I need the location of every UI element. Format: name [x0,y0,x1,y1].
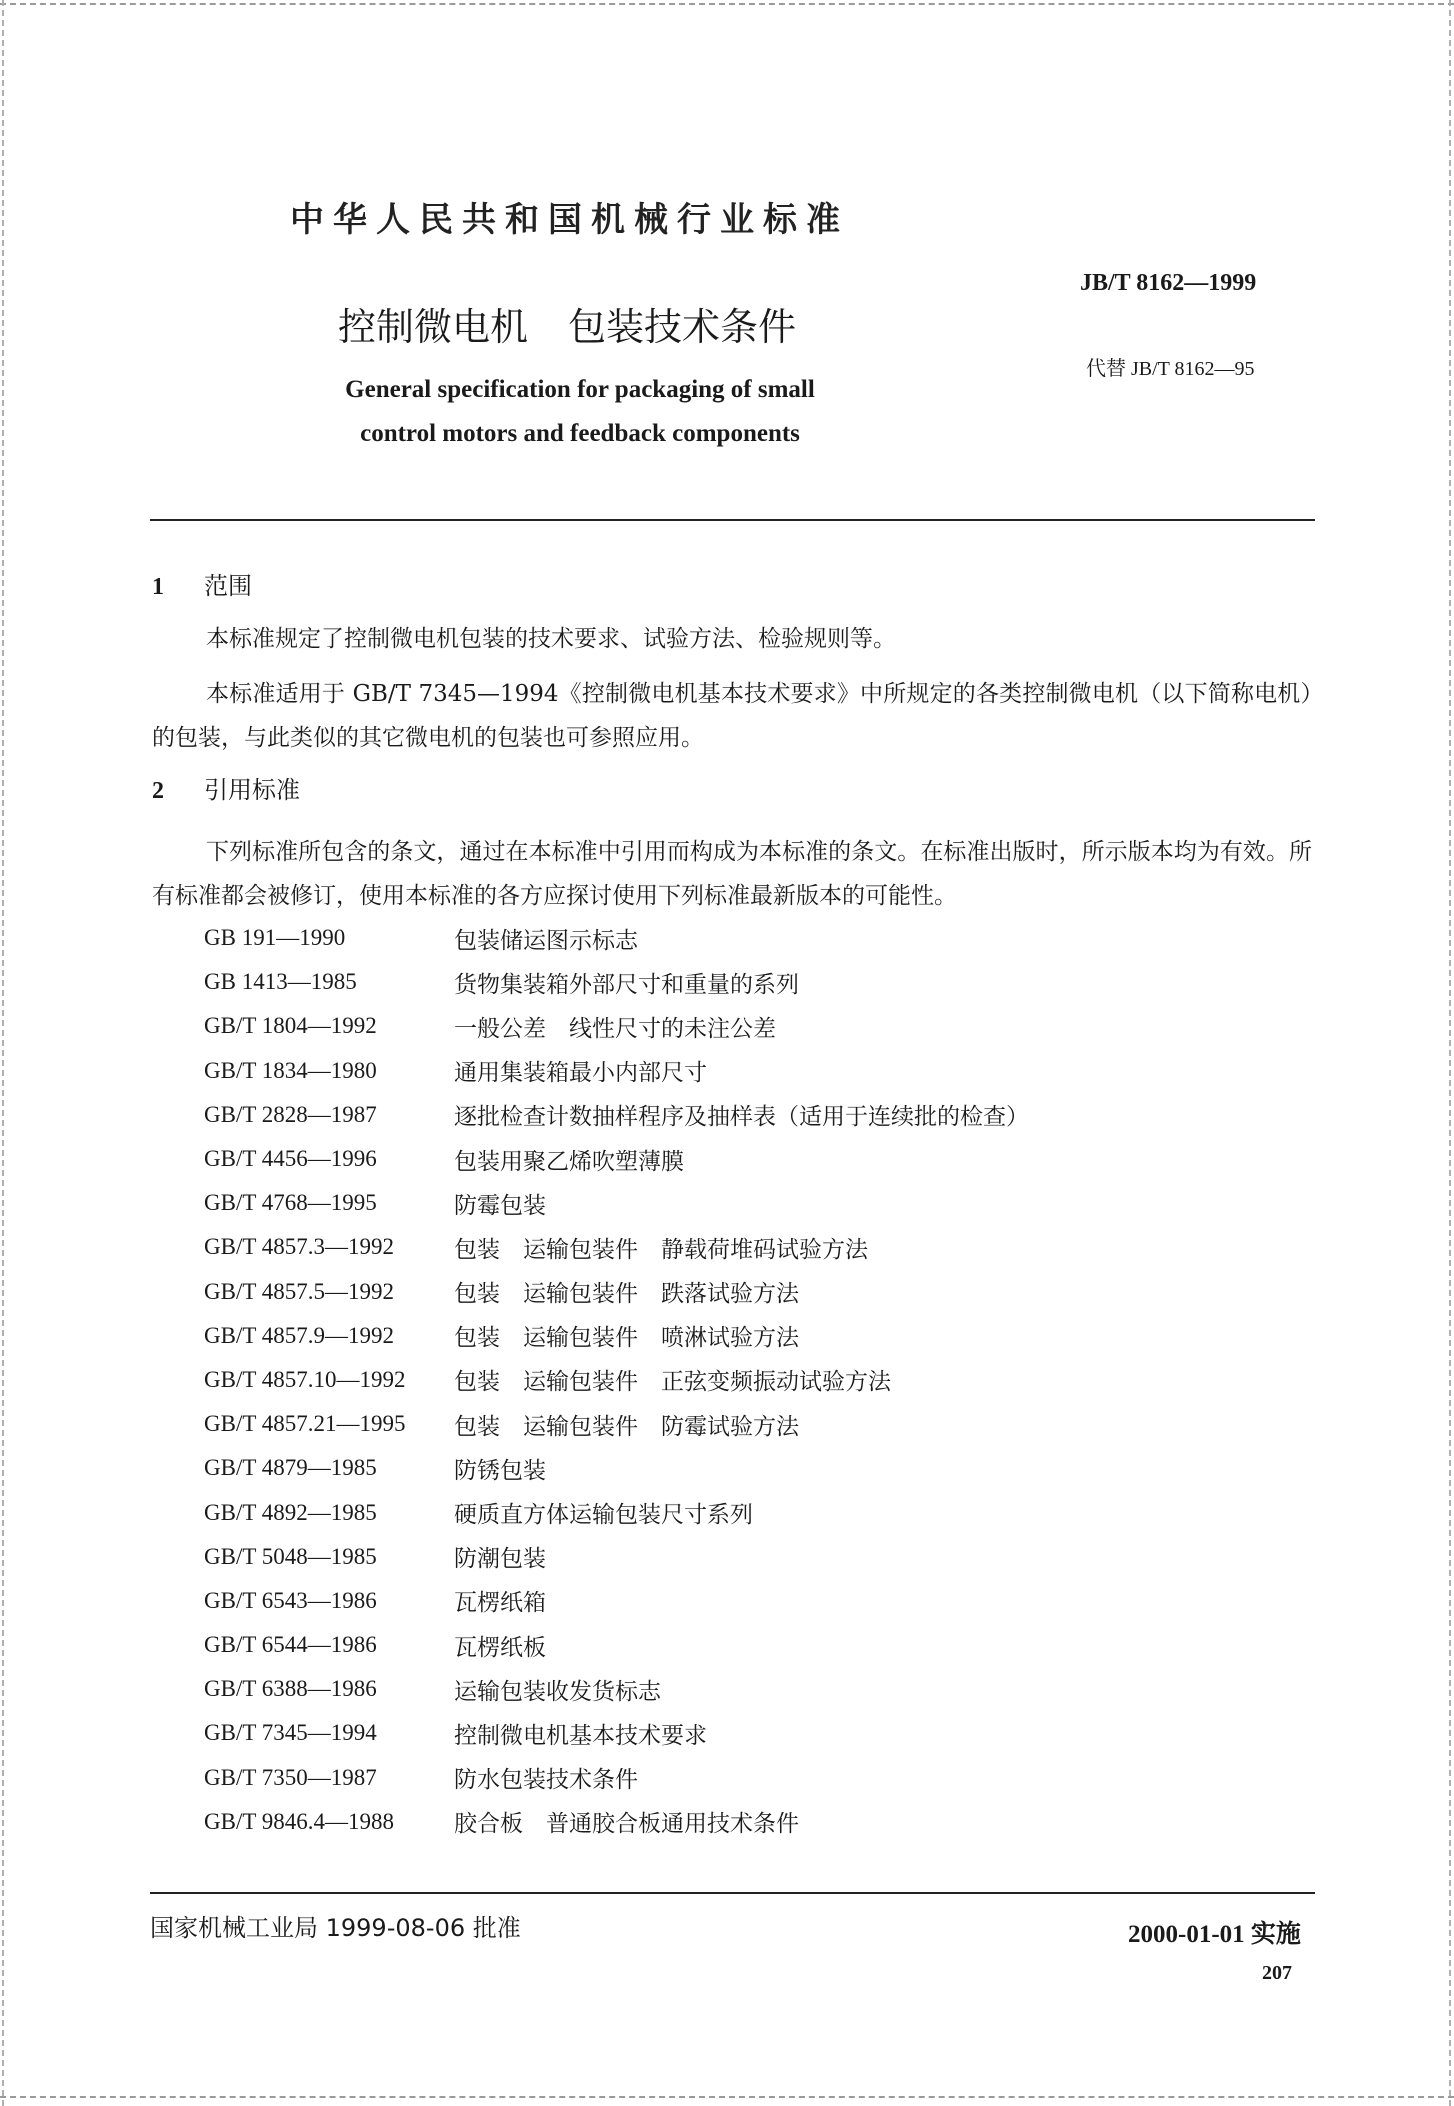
reference-code: GB/T 2828—1987 [204,1101,377,1127]
reference-title: 防潮包装 [454,1546,546,1573]
reference-code: GB/T 4879—1985 [204,1455,377,1481]
reference-code: GB/T 4768—1995 [204,1190,377,1216]
scan-edge-bottom [0,2096,1454,2098]
reference-code: GB/T 6388—1986 [204,1676,377,1702]
standard-code: JB/T 8162—1999 [1080,270,1257,296]
reference-item [204,1711,1264,1755]
reference-code: GB/T 4857.21—1995 [204,1411,406,1437]
reference-code: GB/T 4857.3—1992 [204,1234,394,1260]
reference-code: GB/T 1804—1992 [204,1013,377,1039]
title-en-line2: control motors and feedback components [360,420,800,447]
section-1-paragraph-1: 本标准规定了控制微电机包装的技术要求、试验方法、检验规则等。 [206,626,896,652]
reference-code: GB/T 9846.4—1988 [204,1808,394,1834]
reference-title: 胶合板 普通胶合板通用技术条件 [454,1811,799,1838]
reference-title: 硬质直方体运输包装尺寸系列 [454,1502,753,1529]
reference-title: 瓦楞纸板 [454,1634,546,1661]
reference-code: GB/T 4857.5—1992 [204,1278,394,1304]
section-title: 范围 [204,572,252,600]
reference-item [204,1446,1264,1490]
reference-title: 包装用聚乙烯吹塑薄膜 [454,1148,684,1175]
reference-item [204,916,1264,960]
reference-item [204,1270,1264,1314]
footer-divider [150,1892,1315,1894]
reference-title: 包装储运图示标志 [454,927,638,954]
reference-code: GB/T 7350—1987 [204,1764,377,1790]
title-cn-part2: 包装技术条件 [568,305,797,349]
reference-item [204,1535,1264,1579]
reference-item [204,960,1264,1004]
section-number: 1 [152,574,164,600]
reference-title: 通用集装箱最小内部尺寸 [454,1060,707,1087]
reference-title: 包装 运输包装件 防霉试验方法 [454,1413,799,1440]
reference-title: 防霉包装 [454,1192,546,1219]
section-number: 2 [152,778,164,804]
title-en-line1: General specification for packaging of small [345,376,815,403]
reference-code: GB 191—1990 [204,925,346,951]
reference-item [204,1579,1264,1623]
reference-code: GB/T 6543—1986 [204,1587,377,1613]
reference-item [204,1137,1264,1181]
reference-title: 货物集装箱外部尺寸和重量的系列 [454,971,799,998]
section-2-heading [152,770,300,805]
reference-item [204,1756,1264,1800]
page-number: 207 [1262,1962,1292,1984]
reference-item [204,1093,1264,1137]
section-2-paragraph-1: 下列标准所包含的条文，通过在本标准中引用而构成为本标准的条文。在标准出版时，所示版本均为有效。所有标准都会被修订，使用本标准的各方应探讨使用下列标准最新版本的可能性。 [152,839,1312,909]
reference-title: 包装 运输包装件 喷淋试验方法 [454,1325,799,1352]
effective-note [1128,1914,1301,1950]
reference-code: GB/T 1834—1980 [204,1057,377,1083]
effective-label: 实施 [1250,1919,1301,1948]
reference-item [204,1800,1264,1844]
title-english [300,368,860,456]
header-divider [150,519,1315,521]
reference-code: GB/T 4456—1996 [204,1146,377,1172]
reference-item [204,1667,1264,1711]
reference-item [204,1623,1264,1667]
reference-title: 包装 运输包装件 跌落试验方法 [454,1281,799,1308]
reference-title: 控制微电机基本技术要求 [454,1722,707,1749]
title-chinese [338,296,796,351]
reference-item [204,1490,1264,1534]
reference-item [204,1225,1264,1269]
reference-code: GB/T 7345—1994 [204,1720,377,1746]
effective-date: 2000-01-01 [1128,1921,1245,1948]
reference-item [204,1402,1264,1446]
reference-title: 一般公差 线性尺寸的未注公差 [454,1015,776,1042]
reference-title: 瓦楞纸箱 [454,1590,546,1617]
reference-title: 包装 运输包装件 正弦变频振动试验方法 [454,1369,891,1396]
reference-code: GB/T 4857.10—1992 [204,1366,406,1392]
standard-category: 中华人民共和国机械行业标准 [290,200,849,240]
section-1-heading [152,566,252,601]
reference-title: 防水包装技术条件 [454,1767,638,1794]
reference-item [204,1314,1264,1358]
reference-code: GB/T 6544—1986 [204,1632,377,1658]
reference-code: GB/T 4857.9—1992 [204,1322,394,1348]
reference-item [204,1181,1264,1225]
reference-item [204,1049,1264,1093]
reference-item [204,1358,1264,1402]
reference-title: 运输包装收发货标志 [454,1678,661,1705]
section-1-paragraph-2: 本标准适用于 GB/T 7345—1994《控制微电机基本技术要求》中所规定的各类控制微电机（以下简称电机）的包装，与此类似的其它微电机的包装也可参照应用。 [152,681,1312,751]
section-title: 引用标准 [204,776,300,804]
reference-title: 逐批检查计数抽样程序及抽样表（适用于连续批的检查） [454,1104,1029,1131]
reference-title: 防锈包装 [454,1457,546,1484]
title-cn-part1: 控制微电机 [338,305,529,349]
reference-list [204,916,1264,1844]
reference-item [204,1004,1264,1048]
approval-note: 国家机械工业局 1999-08-06 批准 [150,1914,521,1942]
replaces-note: 代替 JB/T 8162—95 [1086,358,1255,380]
reference-title: 包装 运输包装件 静载荷堆码试验方法 [454,1236,868,1263]
scan-edge-top [0,3,1454,5]
reference-code: GB/T 4892—1985 [204,1499,377,1525]
scan-edge-right [1449,0,1451,2106]
reference-code: GB/T 5048—1985 [204,1543,377,1569]
reference-code: GB 1413—1985 [204,969,357,995]
scan-edge-left [2,0,4,2106]
